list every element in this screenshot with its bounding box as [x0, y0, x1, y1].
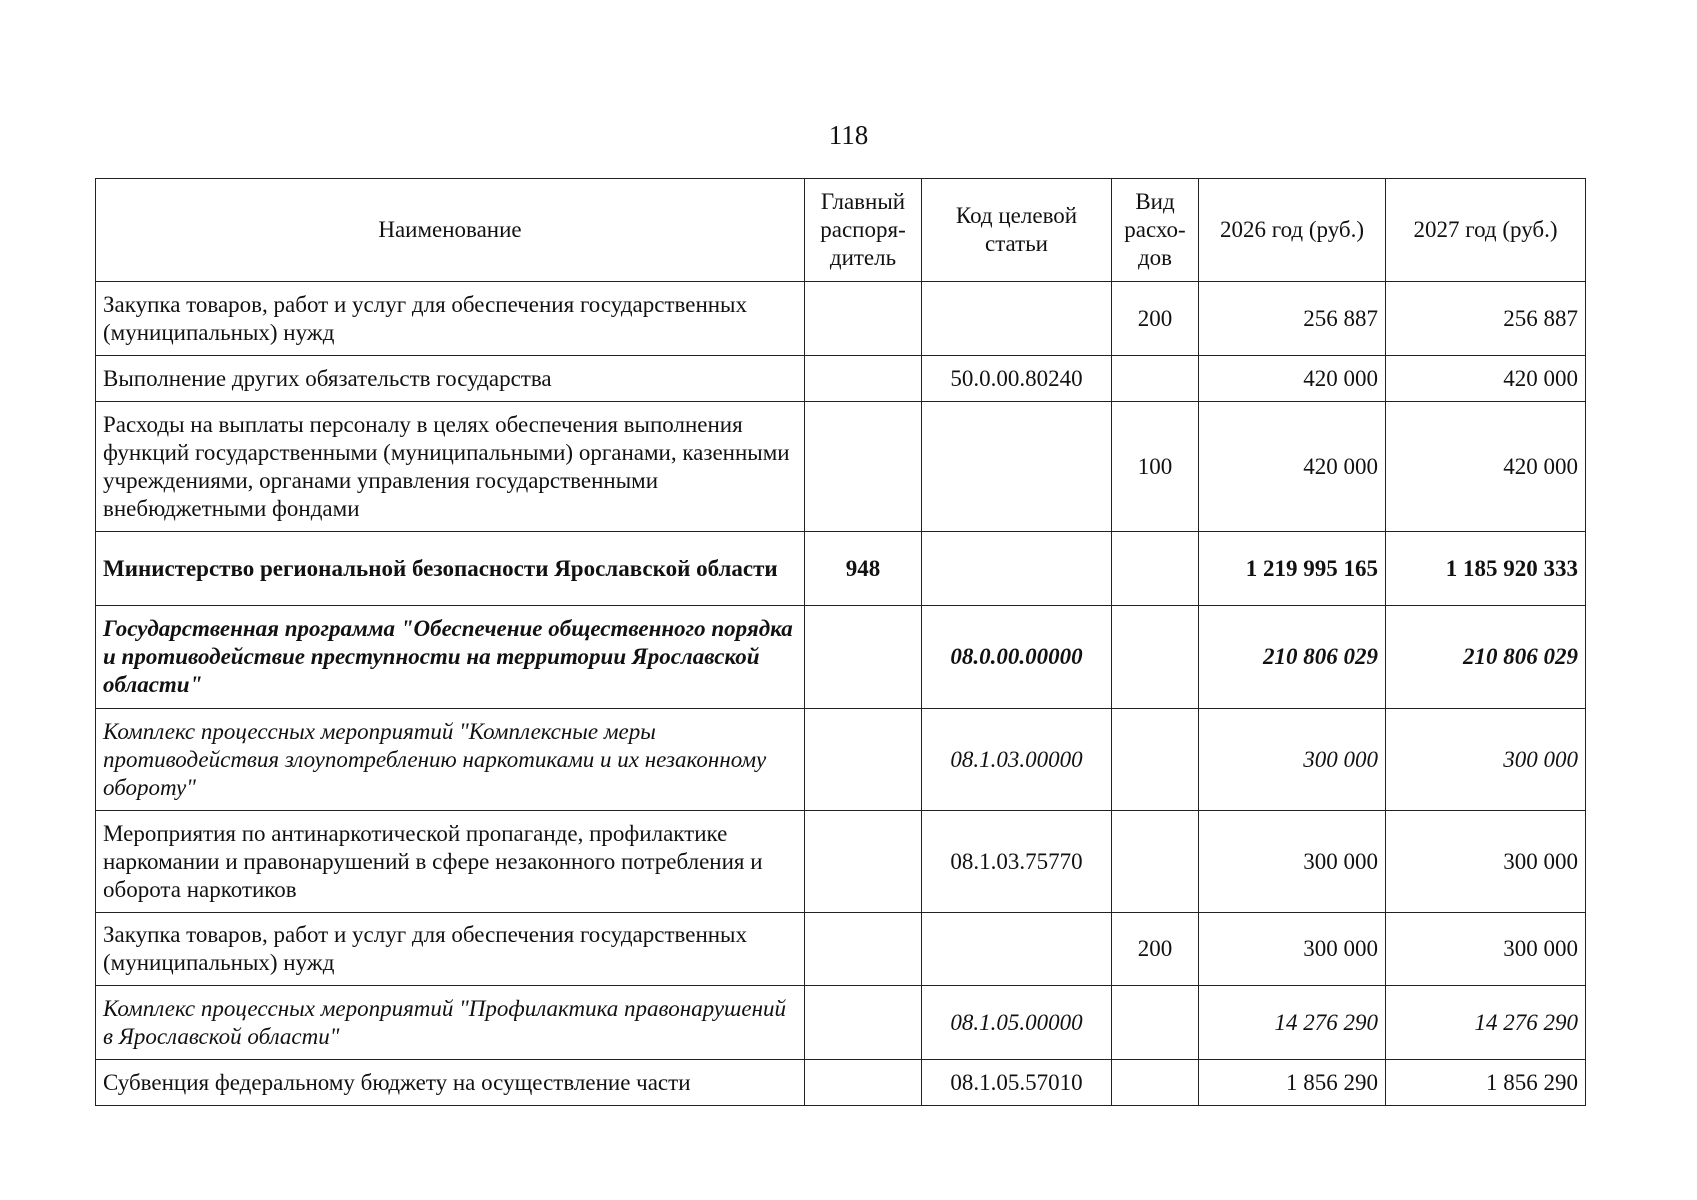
- row-name: Субвенция федеральному бюджету на осуществление части: [96, 1060, 805, 1106]
- row-type: 200: [1112, 282, 1199, 356]
- budget-table: [95, 178, 1586, 1106]
- row-name: Комплекс процессных мероприятий "Профилактика правонарушений в Ярославской области": [96, 986, 805, 1060]
- table-row: [96, 709, 1586, 811]
- row-name: Расходы на выплаты персоналу в целях обеспечения выполнения функций государственными (муниципальными) органами, казенными учреждениями, органами управления государственными внебюджетными фондами: [96, 402, 805, 532]
- row-name: Закупка товаров, работ и услуг для обеспечения государственных (муниципальных) нужд: [96, 913, 805, 986]
- table-row: [96, 532, 1586, 606]
- row-code: [922, 402, 1112, 532]
- row-2027: 1 185 920 333: [1386, 532, 1586, 606]
- row-2027: 300 000: [1386, 709, 1586, 811]
- row-type: [1112, 811, 1199, 913]
- header-target-code: Код целевой статьи: [922, 179, 1112, 282]
- row-2026: 1 219 995 165: [1199, 532, 1386, 606]
- row-2026: 420 000: [1199, 356, 1386, 402]
- row-type: [1112, 709, 1199, 811]
- row-code: 08.1.03.00000: [922, 709, 1112, 811]
- row-type: [1112, 606, 1199, 709]
- row-manager: [805, 402, 922, 532]
- row-code: 08.1.05.57010: [922, 1060, 1112, 1106]
- row-type: [1112, 986, 1199, 1060]
- row-manager: [805, 709, 922, 811]
- row-2026: 256 887: [1199, 282, 1386, 356]
- row-manager: [805, 986, 922, 1060]
- row-2026: 300 000: [1199, 913, 1386, 986]
- row-type: 200: [1112, 913, 1199, 986]
- row-2027: 420 000: [1386, 402, 1586, 532]
- header-expense-type: Вид расхо-дов: [1112, 179, 1199, 282]
- table-row: [96, 356, 1586, 402]
- table-row: [96, 913, 1586, 986]
- row-2027: 420 000: [1386, 356, 1586, 402]
- row-manager: [805, 356, 922, 402]
- row-code: [922, 532, 1112, 606]
- header-manager: Главный распоря-дитель: [805, 179, 922, 282]
- row-2026: 300 000: [1199, 811, 1386, 913]
- table-row: [96, 986, 1586, 1060]
- table-header-row: [96, 179, 1586, 282]
- header-name: Наименование: [96, 179, 805, 282]
- row-2026: 420 000: [1199, 402, 1386, 532]
- row-manager: [805, 1060, 922, 1106]
- row-code: [922, 282, 1112, 356]
- table-row: [96, 402, 1586, 532]
- row-2027: 14 276 290: [1386, 986, 1586, 1060]
- row-2027: 300 000: [1386, 811, 1586, 913]
- table-row: [96, 606, 1586, 709]
- row-2027: 1 856 290: [1386, 1060, 1586, 1106]
- page-number: 118: [828, 120, 869, 150]
- row-code: 08.1.05.00000: [922, 986, 1112, 1060]
- row-name: Государственная программа "Обеспечение общественного порядка и противодействие преступности на территории Ярославской области": [96, 606, 805, 709]
- row-name: Выполнение других обязательств государства: [96, 356, 805, 402]
- table-row: [96, 1060, 1586, 1106]
- row-type: [1112, 1060, 1199, 1106]
- row-2026: 14 276 290: [1199, 986, 1386, 1060]
- row-type: [1112, 532, 1199, 606]
- table-row: [96, 811, 1586, 913]
- row-code: [922, 913, 1112, 986]
- row-code: 50.0.00.80240: [922, 356, 1112, 402]
- row-manager: [805, 811, 922, 913]
- row-name: Закупка товаров, работ и услуг для обеспечения государственных (муниципальных) нужд: [96, 282, 805, 356]
- row-type: [1112, 356, 1199, 402]
- row-2027: 210 806 029: [1386, 606, 1586, 709]
- row-2026: 210 806 029: [1199, 606, 1386, 709]
- row-code: 08.0.00.00000: [922, 606, 1112, 709]
- row-manager: [805, 282, 922, 356]
- row-manager: [805, 606, 922, 709]
- row-name: Мероприятия по антинаркотической пропаганде, профилактике наркомании и правонарушений в сфере незаконного потребления и оборота наркотиков: [96, 811, 805, 913]
- row-type: 100: [1112, 402, 1199, 532]
- row-manager: 948: [805, 532, 922, 606]
- row-2026: 1 856 290: [1199, 1060, 1386, 1106]
- row-2027: 256 887: [1386, 282, 1586, 356]
- row-2027: 300 000: [1386, 913, 1586, 986]
- row-name: Министерство региональной безопасности Ярославской области: [96, 532, 805, 606]
- row-code: 08.1.03.75770: [922, 811, 1112, 913]
- header-year-2026: 2026 год (руб.): [1199, 179, 1386, 282]
- row-manager: [805, 913, 922, 986]
- row-2026: 300 000: [1199, 709, 1386, 811]
- row-name: Комплекс процессных мероприятий "Комплексные меры противодействия злоупотреблению наркотиками и их незаконному обороту": [96, 709, 805, 811]
- header-year-2027: 2027 год (руб.): [1386, 179, 1586, 282]
- table-row: [96, 282, 1586, 356]
